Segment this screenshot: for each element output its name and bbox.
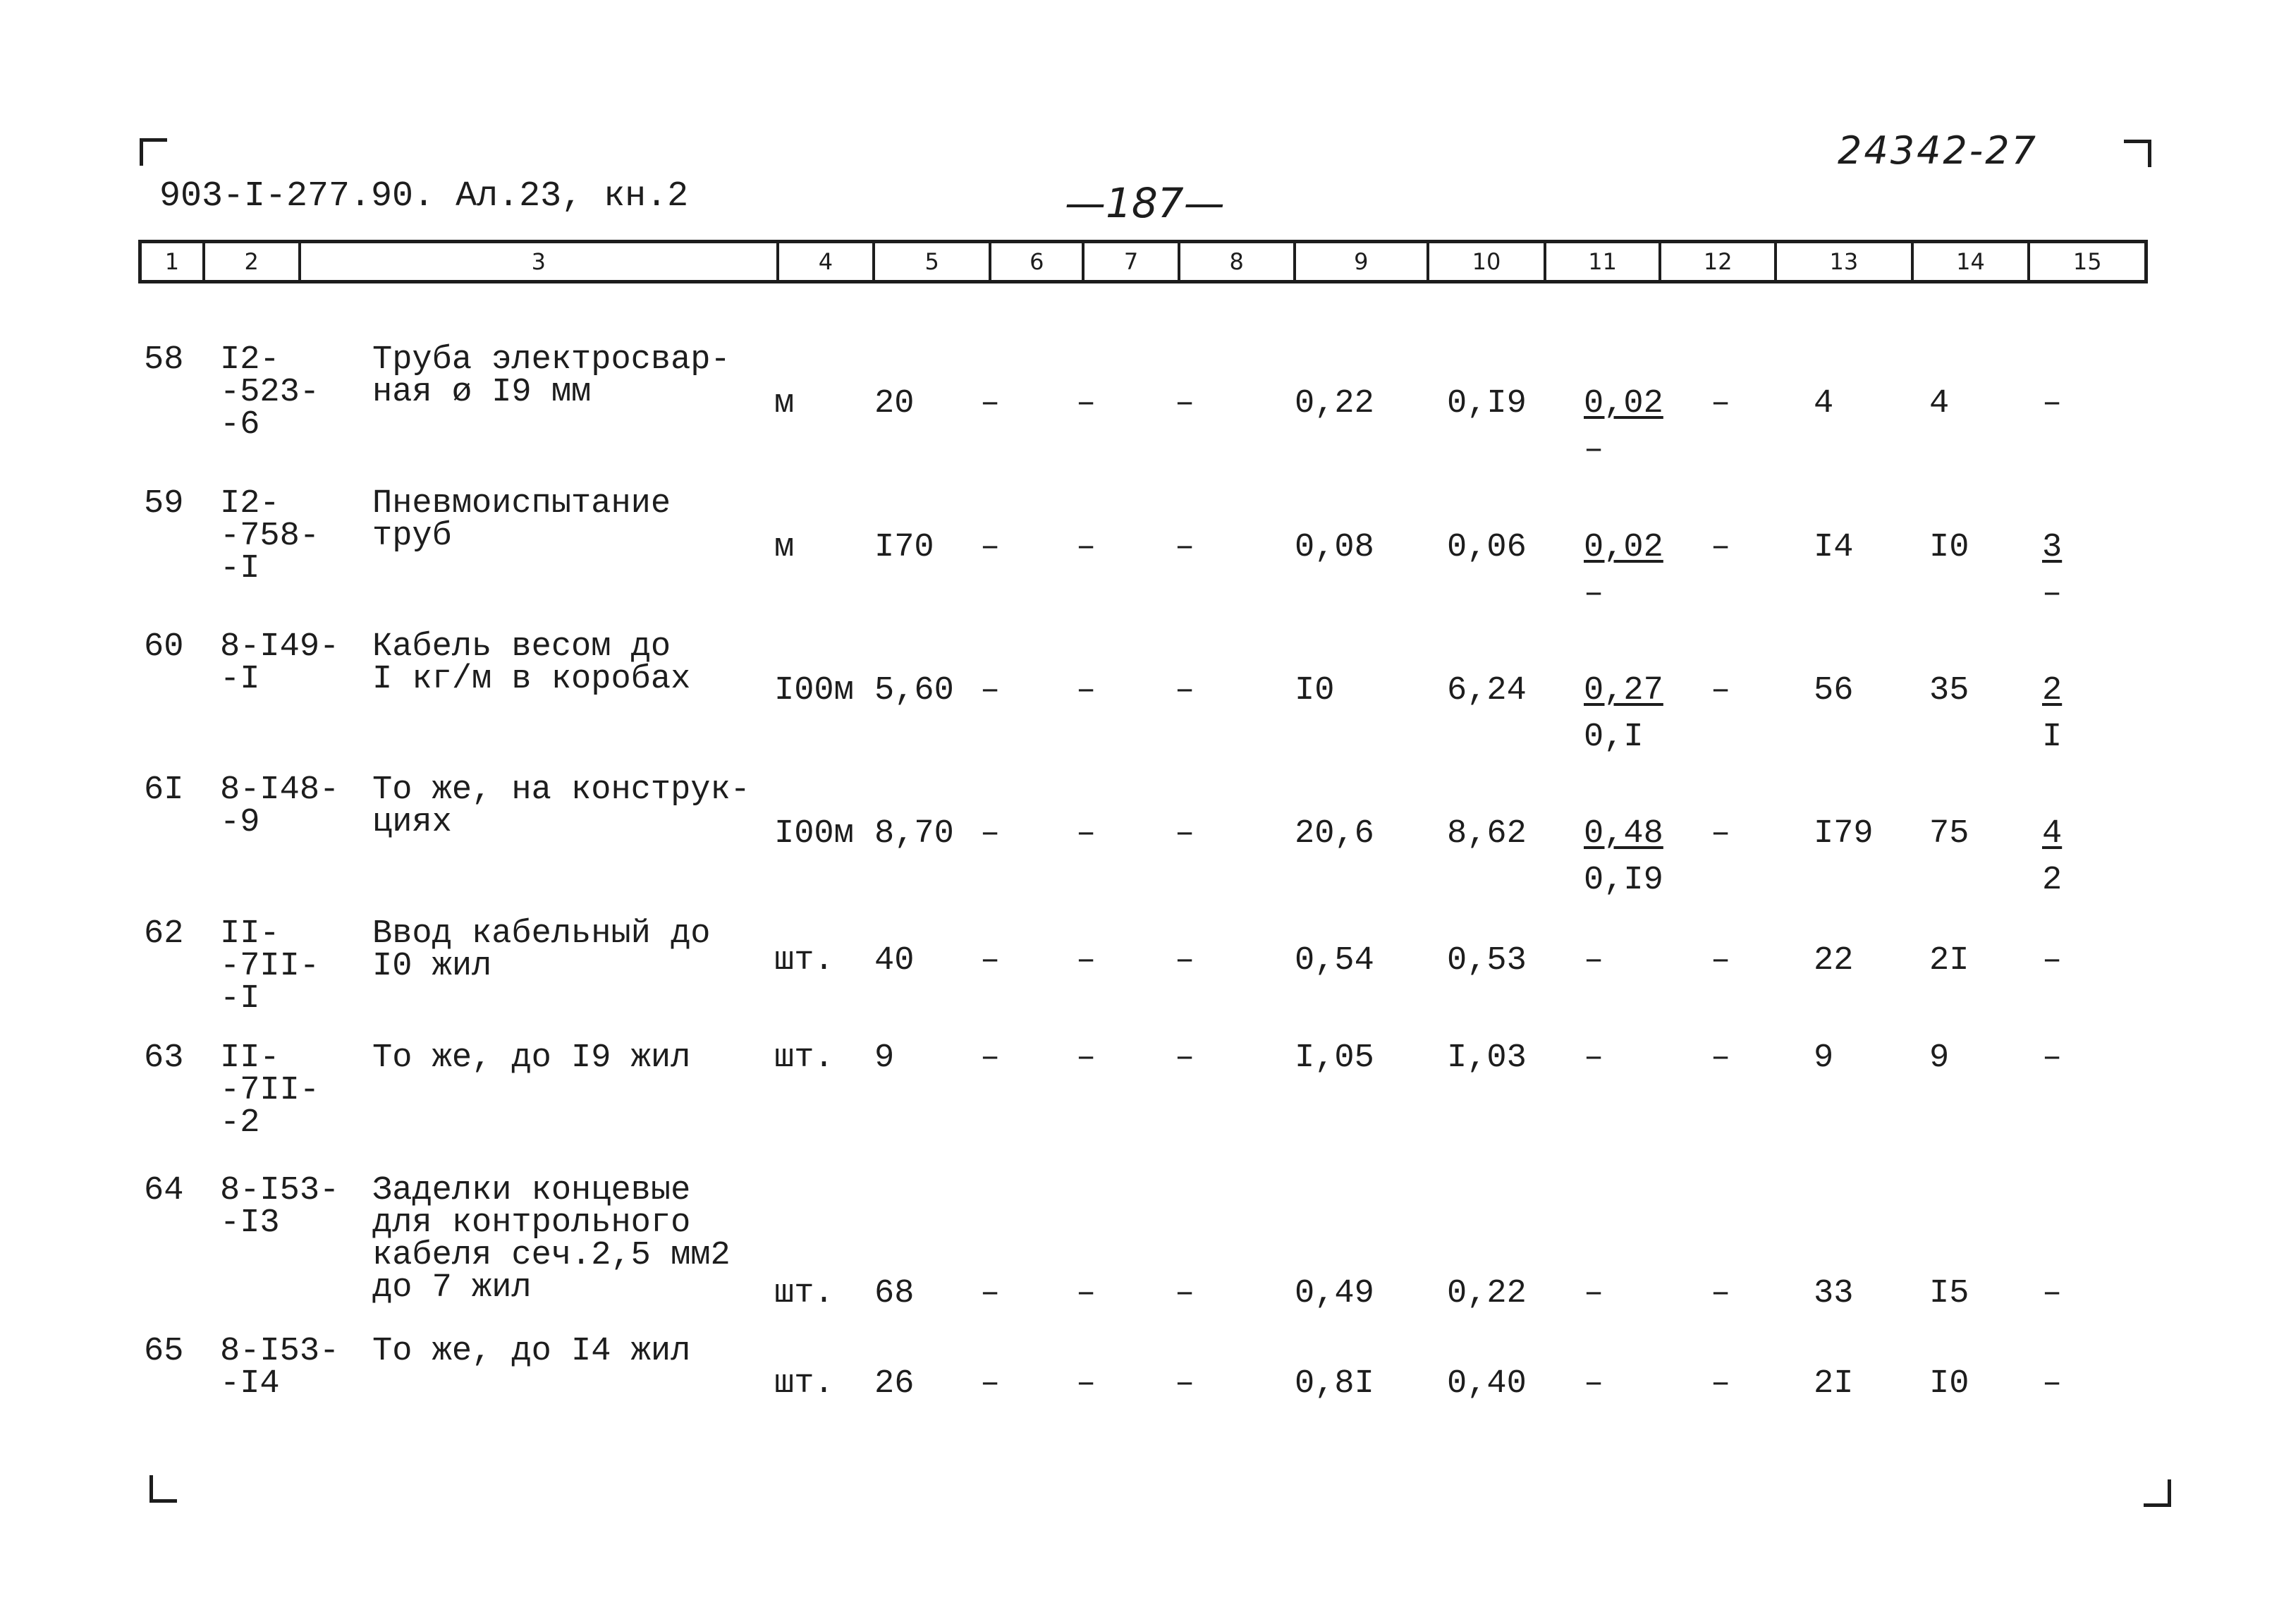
col-7-value: –: [1076, 385, 1096, 422]
col-10-value: I,03: [1447, 1039, 1527, 1077]
col-10-value: 8,62: [1447, 815, 1527, 853]
row-number: 64: [144, 1172, 184, 1209]
col-11-value-bottom: –: [1584, 432, 1604, 469]
col-14-value: 9: [1929, 1039, 1950, 1077]
row-number: 65: [144, 1333, 184, 1370]
col-6-value: –: [980, 1365, 1001, 1403]
column-number-header: [138, 240, 2148, 283]
row-number: 60: [144, 628, 184, 666]
col-7-value: –: [1076, 1039, 1096, 1077]
col-9-value: I,05: [1295, 1039, 1374, 1077]
col-6-value: –: [980, 672, 1001, 709]
column-number-9: 9: [1296, 243, 1430, 280]
col-15-value-top: –: [2042, 942, 2063, 979]
work-description: То же, на конструк- циях: [372, 771, 750, 841]
col-10-value: 0,06: [1447, 529, 1527, 566]
row-number: 63: [144, 1039, 184, 1077]
col-10-value: 0,I9: [1447, 385, 1527, 422]
column-number-7: 7: [1085, 243, 1180, 280]
col-6-value: –: [980, 529, 1001, 566]
col-8-value: –: [1175, 1039, 1195, 1077]
col-13-value: I4: [1814, 529, 1854, 566]
col-6-value: –: [980, 1039, 1001, 1077]
col-13-value: 22: [1814, 942, 1854, 979]
col-14-value: I0: [1929, 529, 1969, 566]
col-9-value: 0,8I: [1295, 1365, 1374, 1403]
col-10-value: 0,22: [1447, 1275, 1527, 1312]
col-12-value: –: [1711, 1365, 1731, 1403]
column-number-13: 13: [1777, 243, 1914, 280]
col-14-value: I0: [1929, 1365, 1969, 1403]
col-15-value-bottom: –: [2042, 575, 2063, 613]
column-number-8: 8: [1180, 243, 1296, 280]
col-13-value: 9: [1814, 1039, 1834, 1077]
work-description: То же, до I4 жил: [372, 1333, 691, 1370]
col-15-value-bottom: 2: [2042, 862, 2063, 899]
col-10-value: 0,53: [1447, 942, 1527, 979]
col-7-value: –: [1076, 672, 1096, 709]
sheet-number: 24342-27: [1838, 128, 2038, 173]
rate-code: II- -7II- -I: [220, 915, 320, 1018]
col-9-value: 20,6: [1295, 815, 1374, 853]
col-6-value: –: [980, 815, 1001, 853]
col-7-value: –: [1076, 529, 1096, 566]
work-description: Кабель весом до I кг/м в коробах: [372, 628, 691, 698]
col-9-value: 0,22: [1295, 385, 1374, 422]
col-7-value: –: [1076, 815, 1096, 853]
quantity: 5,60: [874, 672, 954, 709]
col-11-value-top: –: [1584, 942, 1604, 979]
col-6-value: –: [980, 942, 1001, 979]
row-number: 59: [144, 485, 184, 523]
col-15-value-top: 3: [2042, 529, 2063, 566]
unit: I00м: [774, 672, 854, 709]
column-number-12: 12: [1661, 243, 1777, 280]
col-11-value-bottom: 0,I9: [1584, 862, 1663, 899]
work-description: То же, до I9 жил: [372, 1039, 691, 1077]
rate-code: 8-I53- -I4: [220, 1333, 340, 1403]
col-10-value: 0,40: [1447, 1365, 1527, 1403]
col-13-value: 4: [1814, 385, 1834, 422]
quantity: 9: [874, 1039, 895, 1077]
rate-code: I2- -758- -I: [220, 485, 320, 587]
quantity: 68: [874, 1275, 915, 1312]
col-8-value: –: [1175, 385, 1195, 422]
col-14-value: 2I: [1929, 942, 1969, 979]
col-15-value-top: –: [2042, 385, 2063, 422]
col-8-value: –: [1175, 815, 1195, 853]
col-11-value-top: –: [1584, 1275, 1604, 1312]
column-number-3: 3: [301, 243, 780, 280]
col-11-value-top: 0,27: [1584, 672, 1663, 709]
col-13-value: 2I: [1814, 1365, 1854, 1403]
column-number-14: 14: [1914, 243, 2031, 280]
rate-code: II- -7II- -2: [220, 1039, 320, 1142]
col-6-value: –: [980, 385, 1001, 422]
column-number-1: 1: [142, 243, 205, 280]
unit: шт.: [774, 1039, 834, 1077]
col-9-value: 0,08: [1295, 529, 1374, 566]
col-14-value: I5: [1929, 1275, 1969, 1312]
col-15-value-bottom: I: [2042, 719, 2063, 756]
col-15-value-top: –: [2042, 1275, 2063, 1312]
col-12-value: –: [1711, 672, 1731, 709]
col-11-value-bottom: 0,I: [1584, 719, 1644, 756]
unit: I00м: [774, 815, 854, 853]
column-number-6: 6: [991, 243, 1085, 280]
column-number-10: 10: [1429, 243, 1546, 280]
quantity: 26: [874, 1365, 915, 1403]
col-12-value: –: [1711, 385, 1731, 422]
column-number-15: 15: [2072, 248, 2102, 275]
column-number-4: 4: [779, 243, 875, 280]
row-number: 62: [144, 915, 184, 953]
col-8-value: –: [1175, 1275, 1195, 1312]
col-12-value: –: [1711, 1039, 1731, 1077]
col-11-value-top: 0,48: [1584, 815, 1663, 853]
unit: шт.: [774, 1365, 834, 1403]
column-number-5: 5: [875, 243, 992, 280]
quantity: 20: [874, 385, 915, 422]
col-12-value: –: [1711, 1275, 1731, 1312]
col-12-value: –: [1711, 815, 1731, 853]
column-number-11: 11: [1546, 243, 1662, 280]
col-8-value: –: [1175, 942, 1195, 979]
col-13-value: 33: [1814, 1275, 1854, 1312]
page-number: —187—: [1065, 179, 1225, 227]
col-6-value: –: [980, 1275, 1001, 1312]
work-description: Заделки концевые для контрольного кабеля сеч.2,5 мм2 до 7 жил: [372, 1172, 731, 1307]
col-7-value: –: [1076, 1275, 1096, 1312]
quantity: I70: [874, 529, 934, 566]
corner-mark-top-left: [140, 138, 167, 166]
col-14-value: 75: [1929, 815, 1969, 853]
col-9-value: I0: [1295, 672, 1335, 709]
col-12-value: –: [1711, 942, 1731, 979]
corner-mark-top-right: [2124, 140, 2151, 167]
work-description: Труба электросвар- ная ø I9 мм: [372, 341, 731, 411]
col-9-value: 0,49: [1295, 1275, 1374, 1312]
col-7-value: –: [1076, 942, 1096, 979]
row-number: 6I: [144, 771, 184, 809]
col-8-value: –: [1175, 672, 1195, 709]
col-15-value-top: –: [2042, 1039, 2063, 1077]
column-number-2: 2: [205, 243, 301, 280]
row-number: 58: [144, 341, 184, 379]
col-10-value: 6,24: [1447, 672, 1527, 709]
col-15-value-top: –: [2042, 1365, 2063, 1403]
work-description: Пневмоиспытание труб: [372, 485, 671, 555]
col-15-value-top: 2: [2042, 672, 2063, 709]
col-14-value: 4: [1929, 385, 1950, 422]
unit: шт.: [774, 942, 834, 979]
col-11-value-top: 0,02: [1584, 529, 1663, 566]
rate-code: I2- -523- -6: [220, 341, 320, 444]
col-13-value: I79: [1814, 815, 1874, 853]
col-11-value-top: –: [1584, 1365, 1604, 1403]
corner-mark-bottom-right: [2144, 1479, 2171, 1507]
col-12-value: –: [1711, 529, 1731, 566]
quantity: 40: [874, 942, 915, 979]
col-11-value-top: 0,02: [1584, 385, 1663, 422]
unit: м: [774, 529, 795, 566]
unit: м: [774, 385, 795, 422]
col-15-value-top: 4: [2042, 815, 2063, 853]
col-9-value: 0,54: [1295, 942, 1374, 979]
col-8-value: –: [1175, 529, 1195, 566]
corner-mark-bottom-left: [149, 1475, 177, 1503]
col-11-value-top: –: [1584, 1039, 1604, 1077]
unit: шт.: [774, 1275, 834, 1312]
col-8-value: –: [1175, 1365, 1195, 1403]
work-description: Ввод кабельный до I0 жил: [372, 915, 711, 985]
col-13-value: 56: [1814, 672, 1854, 709]
col-14-value: 35: [1929, 672, 1969, 709]
quantity: 8,70: [874, 815, 954, 853]
rate-code: 8-I49- -I: [220, 628, 340, 698]
col-7-value: –: [1076, 1365, 1096, 1403]
col-11-value-bottom: –: [1584, 575, 1604, 613]
document-code: 903-I-277.90. Ал.23, кн.2: [159, 176, 689, 216]
rate-code: 8-I48- -9: [220, 771, 340, 841]
rate-code: 8-I53- -I3: [220, 1172, 340, 1242]
